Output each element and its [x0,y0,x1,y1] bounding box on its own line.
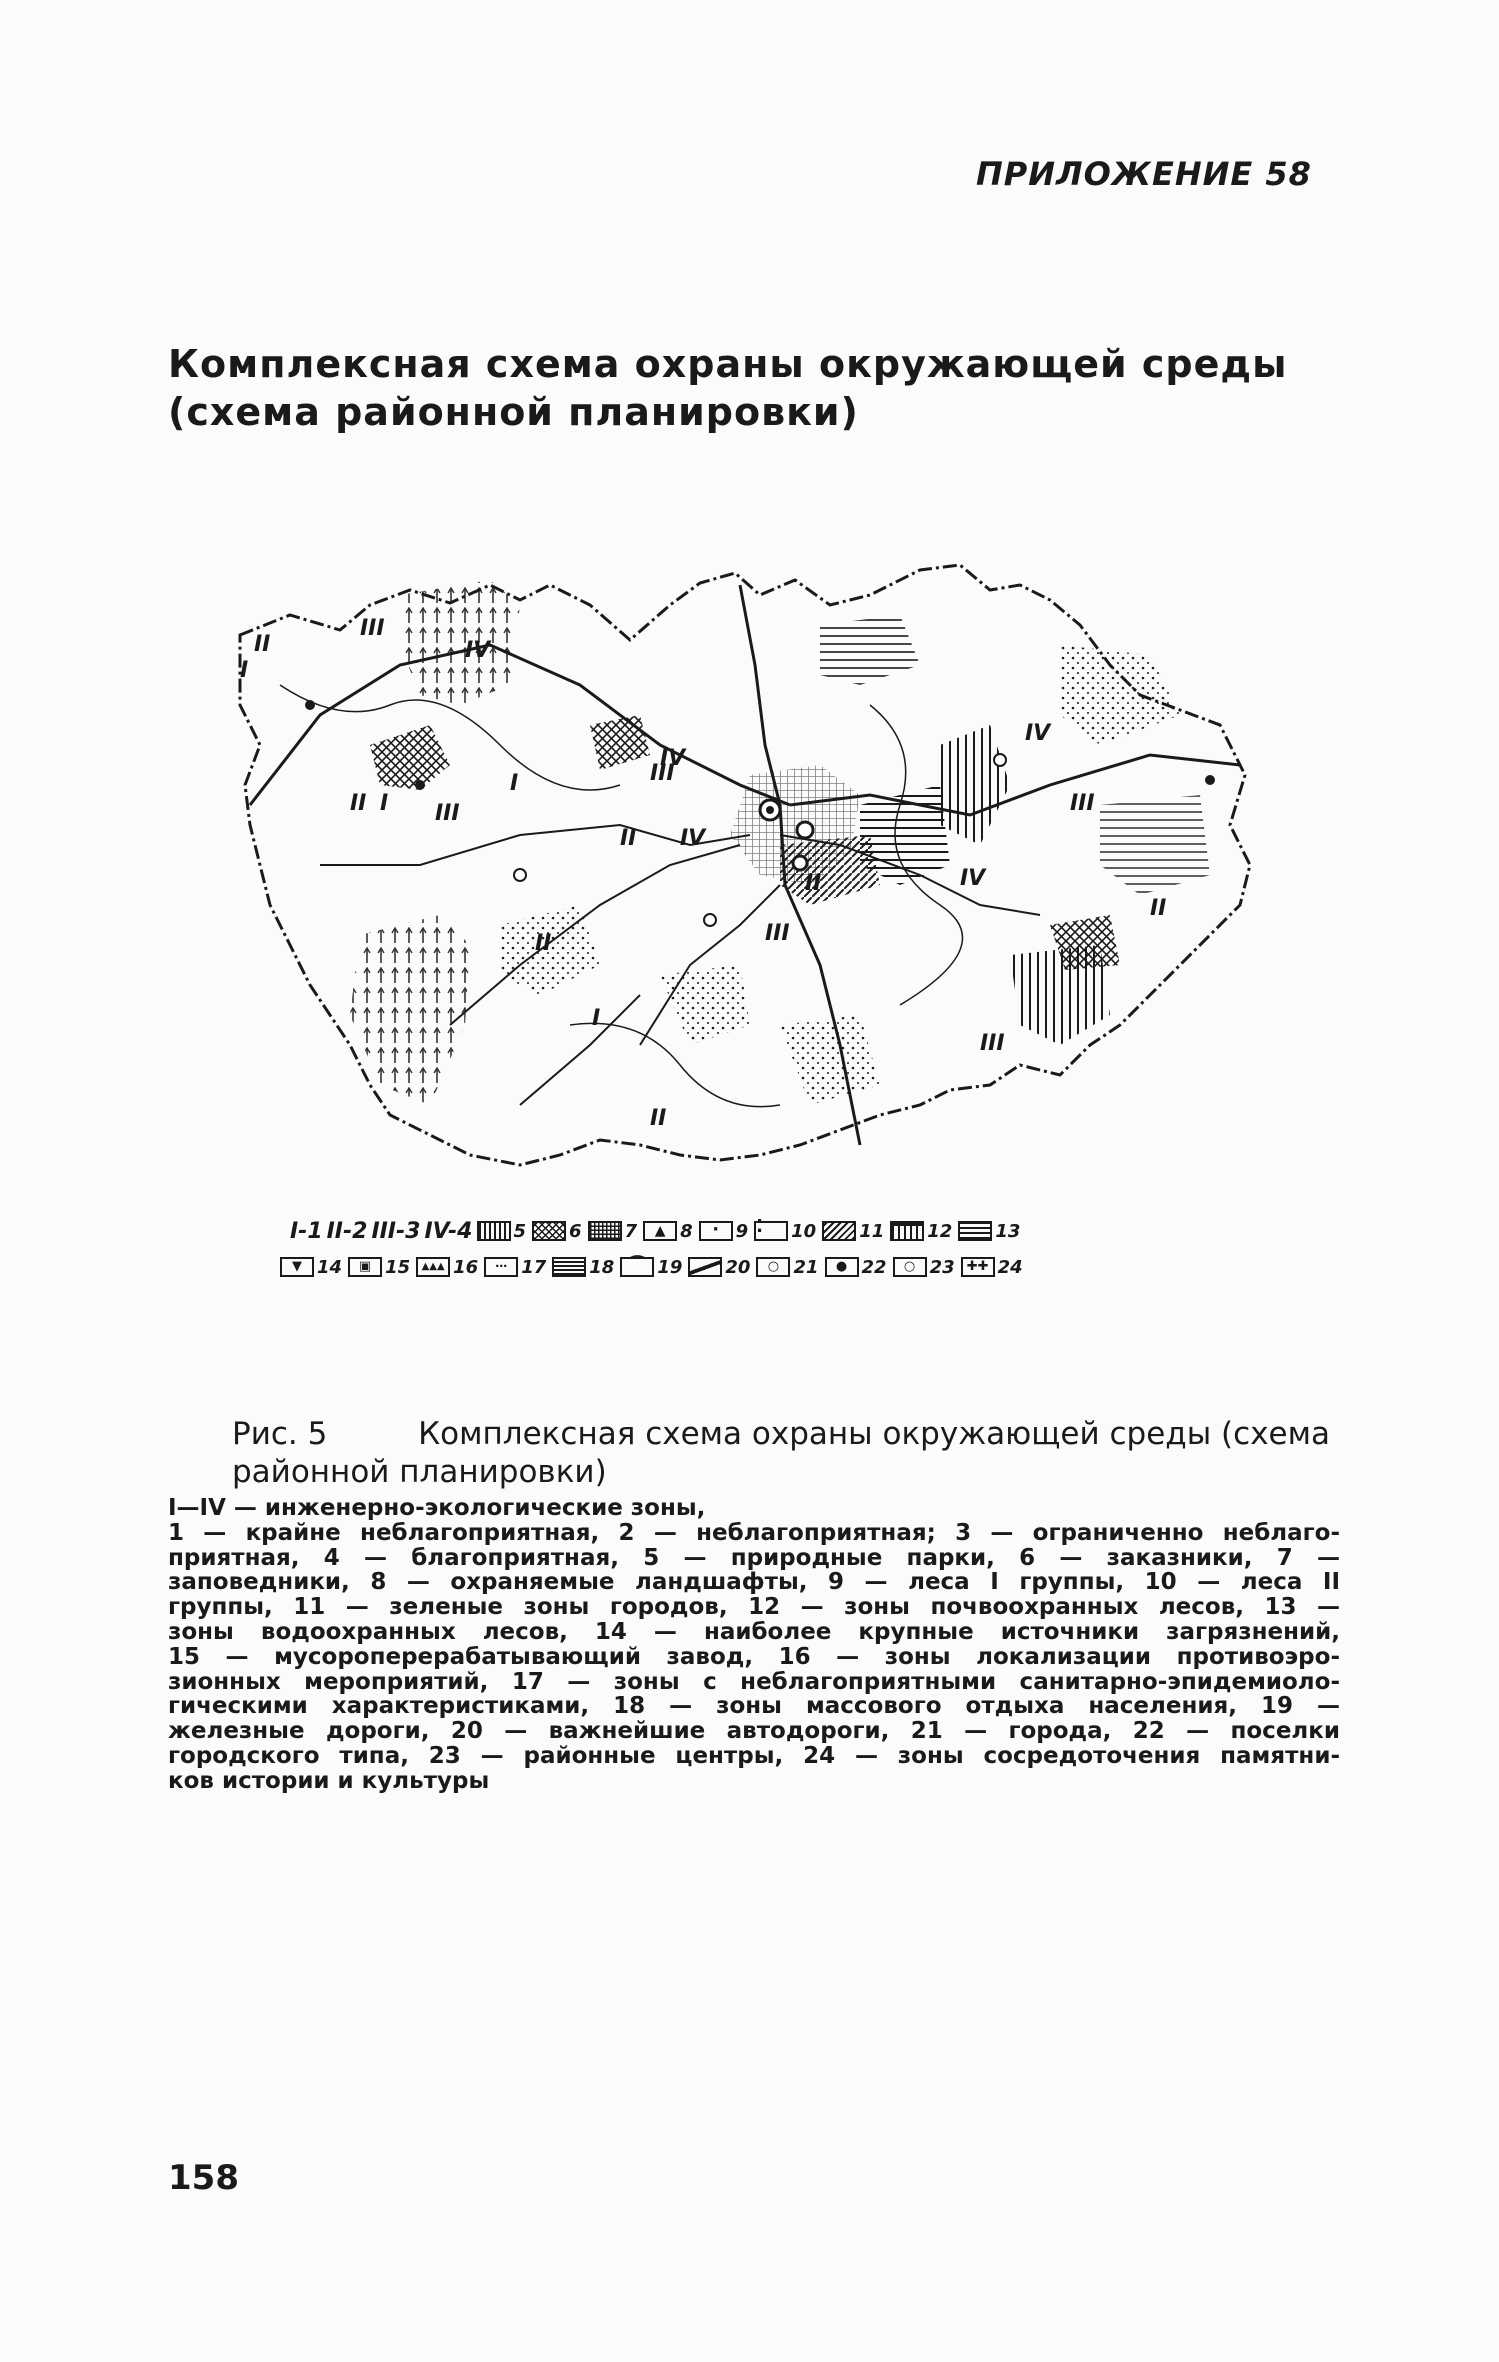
map-zone-label: II [1150,896,1167,921]
erosion-zone-icon: ▲▲▲ [416,1257,450,1277]
map-zone-label: III [1070,791,1095,816]
legend-zone: IV-4 [424,1218,473,1244]
map-zone-label: I [510,771,519,796]
figure-caption [232,1415,1330,1491]
map-zone-label: II [535,931,552,956]
legend-text-line: гическими характеристиками, 18 — зоны массового отдыха населения, 19 — [168,1693,1340,1720]
legend-text-line: зионных мероприятий, 17 — зоны с неблагоприятными санитарно-эпидемиоло- [168,1668,1340,1695]
map-zone-label: IV [680,826,706,851]
legend-text-line: городского типа, 23 — районные центры, 24 — зоны сосредоточения памятни- [168,1742,1340,1769]
legend-item: ✚✚ 24 [961,1257,1023,1278]
legend-item: ▼ 14 [280,1257,342,1278]
pollution-source-icon: ▼ [280,1257,314,1277]
legend-item: · 9 [699,1221,749,1242]
page-title [168,340,1288,436]
map-zone-label: III [360,616,385,641]
map-zone-label: I [240,658,249,683]
tree-icon: ▲ [643,1221,677,1241]
legend-text-line: приятная, 4 — благоприятная, 5 — природные парки, 6 — заказники, 7 — [168,1544,1340,1571]
road-icon [688,1257,722,1277]
legend-item: 18 [552,1257,614,1278]
legend-item: 13 [958,1221,1020,1242]
legend-text-line: ков истории и культуры [168,1767,490,1794]
map-zone-label: III [650,761,675,786]
legend-item: ● 22 [825,1257,887,1278]
map-zone-label: II [254,632,271,657]
railway-icon: ⌒ [620,1257,654,1277]
district-planning-map [220,545,1280,1185]
legend-swatch-forest-2: ⁚ [754,1221,788,1241]
legend-row-1 [290,1213,1250,1249]
appendix-heading: ПРИЛОЖЕНИЕ 58 [976,155,1312,193]
map-zone-label: IV [1025,721,1051,746]
caption-text: Комплексная схема охраны окружающей среды (схема [418,1416,1330,1452]
legend-item: 5 [477,1221,527,1242]
legend-swatch-vertical-hatch [477,1221,511,1241]
map-zone-label: I [592,1006,601,1031]
legend-item: ○ 23 [893,1257,955,1278]
legend-swatch-forest-1: · [699,1221,733,1241]
map-zone-label: II [350,791,367,816]
legend-zone: II-2 [326,1218,368,1244]
district-center-icon: ○ [893,1257,927,1277]
legend-item: 20 [688,1257,750,1278]
map-zone-label: IV [465,638,491,663]
map-zone-label: III [435,801,460,826]
legend-description [168,1496,1340,1794]
legend-swatch-grid [588,1221,622,1241]
page-number: 158 [168,2158,239,2198]
legend-item: 6 [532,1221,582,1242]
map-zone-label: IV [960,866,986,891]
map-zone-label: III [980,1031,1005,1056]
legend-row-2 [280,1249,1250,1285]
monument-icon: ✚✚ [961,1257,995,1277]
legend-text-line: 1 — крайне неблагоприятная, 2 — неблагоприятная; 3 — ограниченно неблаго- [168,1519,1340,1546]
legend-item: ○ 21 [756,1257,818,1278]
legend-swatch-cross-hatch [532,1221,566,1241]
legend-text-line: заповедники, 8 — охраняемые ландшафты, 9 — леса I группы, 10 — леса II [168,1569,1340,1596]
map-zone-label: II [650,1106,667,1131]
legend-zone: I-1 [290,1218,323,1244]
map-zone-label: IV [660,746,686,771]
map-zone-label: II [805,871,822,896]
legend-item: 11 [822,1221,884,1242]
title-line-1: Комплексная схема охраны окружающей среды [168,342,1288,386]
waste-plant-icon: ▣ [348,1257,382,1277]
legend-swatch-soil-forest [890,1221,924,1241]
caption-line-2: районной планировки) [232,1454,607,1490]
legend-item: 12 [890,1221,952,1242]
legend-swatch-sanitary: ⋯ [484,1257,518,1277]
legend-text-line: 15 — мусороперерабатывающий завод, 16 — зоны локализации противоэро- [168,1643,1340,1670]
map-zone-label: III [765,921,790,946]
settlement-icon: ● [825,1257,859,1277]
legend-text-line: зоны водоохранных лесов, 14 — наиболее крупные источники загрязнений, [168,1618,1340,1645]
legend-text-line: группы, 11 — зеленые зоны городов, 12 — зоны почвоохранных лесов, 13 — [168,1594,1340,1621]
map-legend [290,1213,1250,1285]
legend-item: ▣ 15 [348,1257,410,1278]
caption-line-1 [232,1415,1330,1453]
legend-item: ⌒ 19 [620,1257,682,1278]
legend-item: 7 [588,1221,638,1242]
legend-item: ⋯ 17 [484,1257,546,1278]
legend-item: ▲ 8 [643,1221,693,1242]
legend-item: ▲▲▲ 16 [416,1257,478,1278]
legend-swatch-recreation [552,1257,586,1277]
city-icon: ○ [756,1257,790,1277]
legend-item: ⁚ 10 [756,1216,817,1242]
map-zone-label: II [620,826,637,851]
caption-figure-number: Рис. 5 [232,1416,328,1452]
legend-swatch-diagonal-hatch [822,1221,856,1241]
legend-swatch-horizontal-hatch [958,1221,992,1241]
legend-text-line: I—IV — инженерно-экологические зоны, [168,1495,706,1521]
legend-zone: III-3 [371,1218,421,1244]
title-line-2: (схема районной планировки) [168,390,859,434]
legend-text-line: железные дороги, 20 — важнейшие автодороги, 21 — города, 22 — поселки [168,1718,1340,1745]
map-zone-label: I [380,791,389,816]
